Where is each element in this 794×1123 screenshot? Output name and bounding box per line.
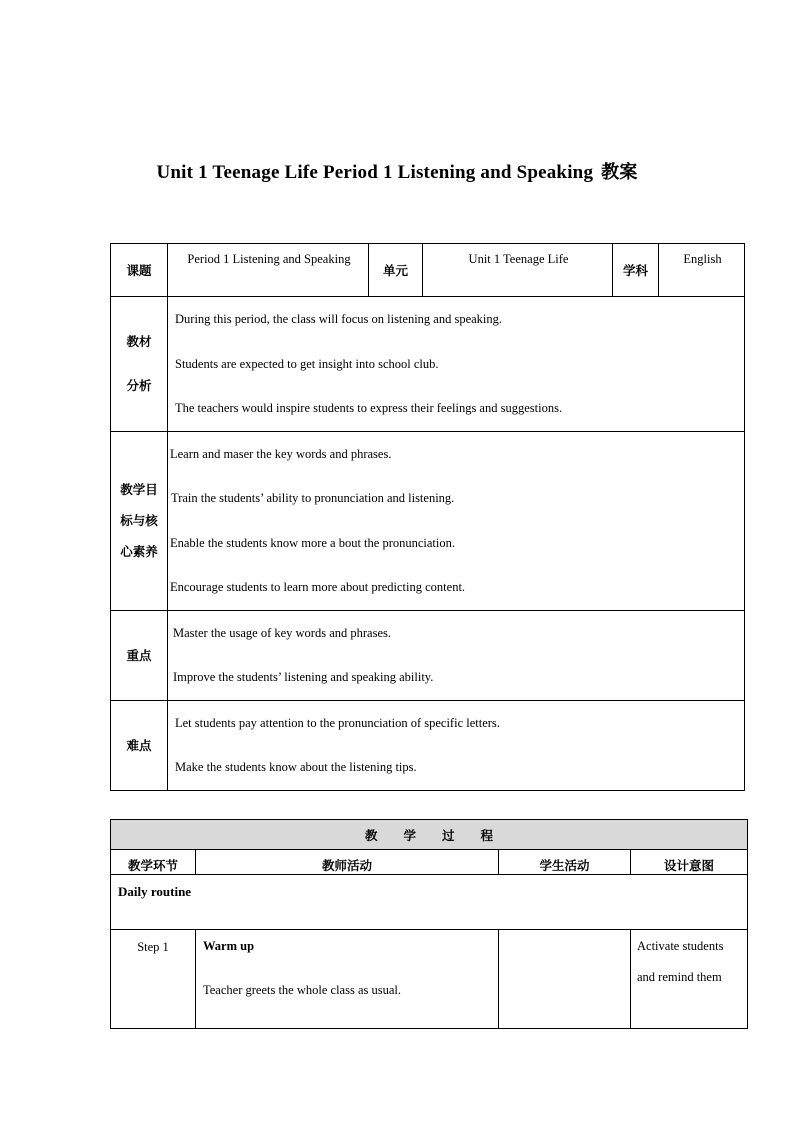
process-banner-row <box>111 820 748 850</box>
analysis-line: The teachers would inspire students to express their feelings and suggestions. <box>175 401 563 415</box>
subject-value: English <box>659 244 745 297</box>
difficulty-line: Let students pay attention to the pronunciation of specific letters. <box>175 715 500 730</box>
document-title <box>0 158 794 184</box>
unit-label: 单元 <box>369 244 423 297</box>
daily-routine-row <box>111 875 748 930</box>
analysis-line: Students are expected to get insight into school club. <box>175 356 439 371</box>
step1-student-activity <box>499 930 631 1029</box>
step1-intent-line: Activate students <box>637 939 724 953</box>
analysis-label-line: 分析 <box>126 377 152 393</box>
analysis-label <box>111 297 168 432</box>
key-points-row <box>111 610 745 700</box>
step1-teacher-activity <box>196 930 499 1029</box>
key-point-line: Master the usage of key words and phrases. <box>173 625 391 640</box>
difficulties-label: 难点 <box>111 700 168 790</box>
analysis-label-line: 教材 <box>126 333 152 349</box>
step1-intent-line: and remind them <box>637 970 722 984</box>
analysis-content <box>168 297 745 432</box>
teaching-process-table <box>110 819 748 1029</box>
document-title-cn: 教案 <box>601 162 638 183</box>
objective-line: Enable the students know more a bout the pronunciation. <box>170 535 456 550</box>
objective-line: Train the students’ ability to pronunciation and listening. <box>171 491 455 505</box>
topic-label: 课题 <box>111 244 168 297</box>
lesson-header-row <box>111 244 745 297</box>
column-header-intent: 设计意图 <box>631 850 748 875</box>
objectives-label <box>111 431 168 610</box>
objective-line: Learn and maser the key words and phrases. <box>170 446 392 461</box>
daily-routine-label: Daily routine <box>111 875 748 930</box>
unit-value: Unit 1 Teenage Life <box>423 244 613 297</box>
topic-value: Period 1 Listening and Speaking <box>168 244 369 297</box>
step1-teacher-title: Warm up <box>203 939 255 953</box>
analysis-line: During this period, the class will focus on listening and speaking. <box>175 312 503 326</box>
step1-design-intent <box>631 930 748 1029</box>
lesson-info-table <box>110 243 745 791</box>
column-header-teacher: 教师活动 <box>196 850 499 875</box>
objectives-label-line: 标与核 <box>120 513 158 528</box>
step1-label: Step 1 <box>111 930 196 1029</box>
key-points-label: 重点 <box>111 610 168 700</box>
objective-line: Encourage students to learn more about predicting content. <box>170 580 466 594</box>
difficulty-line: Make the students know about the listening tips. <box>175 760 417 774</box>
subject-label: 学科 <box>613 244 659 297</box>
process-banner-text: 教学过程 <box>365 827 520 843</box>
analysis-row <box>111 297 745 432</box>
column-header-stage: 教学环节 <box>111 850 196 875</box>
process-banner <box>111 820 748 850</box>
key-points-content <box>168 610 745 700</box>
difficulties-row <box>111 700 745 790</box>
document-title-en: Unit 1 Teenage Life Period 1 Listening and Speaking <box>156 162 594 183</box>
objectives-label-line: 教学目 <box>120 482 158 497</box>
step1-teacher-text: Teacher greets the whole class as usual. <box>203 983 402 997</box>
key-point-line: Improve the students’ listening and speaking ability. <box>173 670 434 684</box>
process-columns-row <box>111 850 748 875</box>
objectives-content <box>168 431 745 610</box>
objectives-label-line: 心素养 <box>120 544 158 559</box>
objectives-row <box>111 431 745 610</box>
step1-row <box>111 930 748 1029</box>
difficulties-content <box>168 700 745 790</box>
column-header-student: 学生活动 <box>499 850 631 875</box>
